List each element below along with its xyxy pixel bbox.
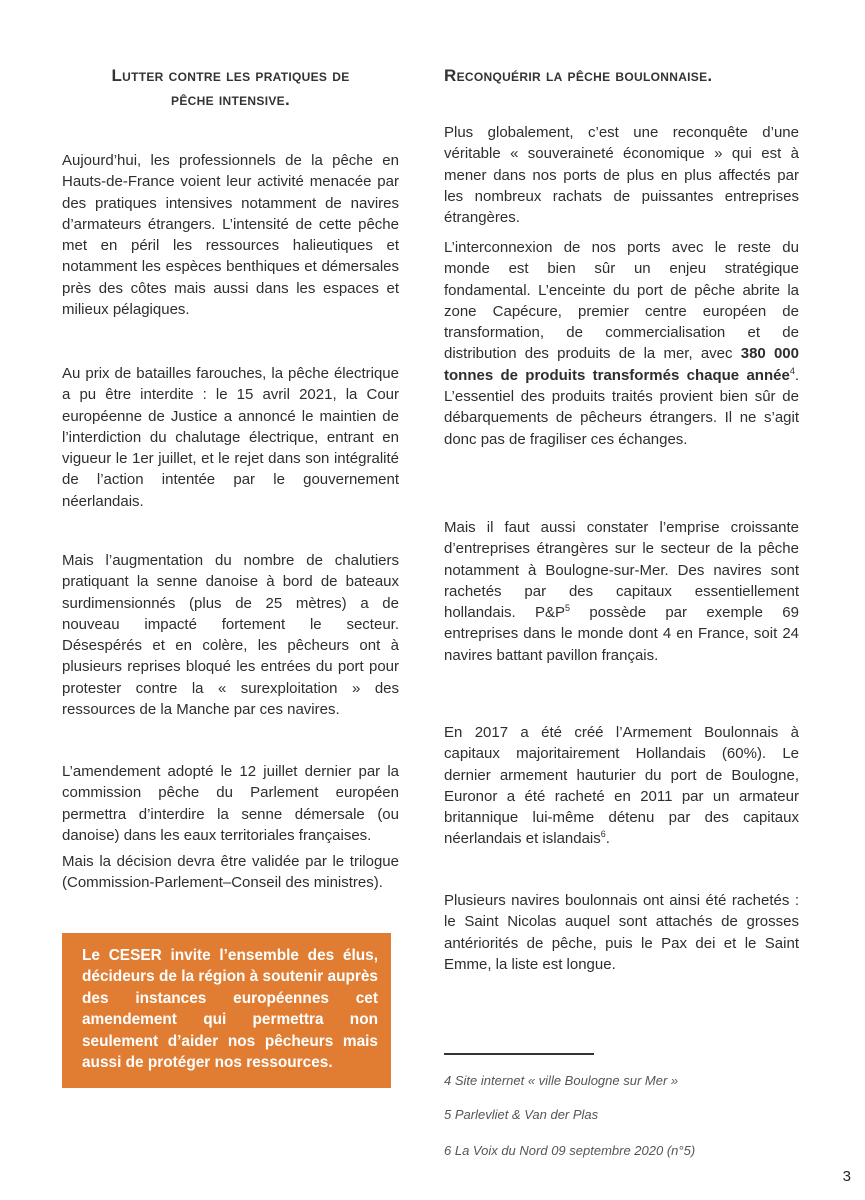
left-section-title: Lutter contre les pratiques de pêche intensive. (111, 66, 350, 109)
right-paragraph-2: L’interconnexion de nos ports avec le reste du monde est bien sûr un enjeu stratégique fondamental. L’enceinte du port de pêche abrite la zone Capécure, premier centre européen de transformation, de commercialisation et de distribution des produits de la mer, avec 380 000 tonnes de produits transformés chaque année$^4$. L’essentiel des produits traités provient bien sûr de débarquements de pêcheurs étrangers. Il ne s’agit donc pas de fragiliser ces échanges. (444, 239, 799, 448)
footnote-5: 5 Parlevliet & Van der Plas (444, 1107, 599, 1122)
left-paragraph-5: Mais la décision devra être validée par le trilogue (Commission-Parlement–Conseil des ministres). (62, 853, 399, 892)
left-paragraph-3: Mais l’augmentation du nombre de chalutiers pratiquant la senne danoise à bord de bateaux surdimensionnés (plus de 25 mètres) a de nouveau impacté fortement le secteur. Désespérés et en colère, les pêcheurs ont à plusieurs reprises bloqué les entrées du port pour protester contre la « surexploitation » des ressources de la Manche par ces navires. (62, 552, 399, 719)
footnote-4: 4 Site internet « ville Boulogne sur Mer » (444, 1073, 679, 1088)
right-section-title: Reconquérir la pêche boulonnaise. (444, 66, 713, 85)
ceser-callout-box (62, 933, 391, 1088)
footnote-ref-5: 5 (565, 603, 571, 614)
callout-text: Le CESER invite l’ensemble des élus, décideurs de la région à soutenir auprès des instances européennes cet amendement qui permettra non seulement d’aider nos pêcheurs mais aussi de protéger nos ressources. (82, 947, 378, 1072)
left-paragraph-1: Aujourd’hui, les professionnels de la pêche en Hauts-de-France voient leur activité menacée par des pratiques intensives notamment de navires d’armateurs étrangers. L’intensité de cette pêche met en péril les ressources halieutiques et notamment les espèces benthiques et démersales près des côtes mais aussi dans les espaces et milieux pélagiques. (62, 152, 399, 319)
production-figure: 380 000 tonnes de produits transformés chaque année (444, 345, 799, 384)
right-paragraph-5: Plusieurs navires boulonnais ont ainsi été rachetés : le Saint Nicolas auquel sont attachés de grosses antériorités de pêche, puis le Pax dei et le Saint Emme, la liste est longue. (444, 892, 799, 973)
footnote-ref-4: 4 (789, 365, 795, 376)
left-paragraph-2: Au prix de batailles farouches, la pêche électrique a pu être interdite : le 15 avril 2021, la Cour européenne de Justice a annoncé le maintien de l’interdiction du chalutage électrique, entrant en vigueur le 1er juillet, et le rejet dans son intégralité de l’action intentée par le gouvernement néerlandais. (62, 365, 399, 510)
footnote-ref-6: 6 (600, 829, 606, 840)
right-paragraph-3: Mais il faut aussi constater l’emprise croissante d’entreprises étrangères sur le secteur de la pêche notamment à Boulogne-sur-Mer. Des navires sont rachetés par des capitaux essentiellement hollandais. $P\&P^5$ possède par exemple 69 entreprises dans le monde dont 4 en France, soit 24 navires battant pavillon français. (444, 519, 799, 664)
right-paragraph-4: En 2017 a été créé l’Armement Boulonnais à capitaux majoritairement Hollandais (60%). Le dernier armement hauturier du port de Boulogne, Euronor a été racheté en 2011 par un armateur britannique lui-même détenu par des capitaux néerlandais et islandais$^6$. (444, 724, 799, 848)
page-number: 3 (842, 1168, 851, 1185)
footnote-6: 6 La Voix du Nord 09 septembre 2020 (n°5) (444, 1143, 696, 1158)
right-paragraph-1: Plus globalement, c’est une reconquête d’une véritable « souveraineté économique » qui est à mener dans nos ports de plus en plus affectés par les nombreux rachats de puissantes entreprises étrangères. (444, 124, 799, 227)
left-paragraph-4: L’amendement adopté le 12 juillet dernier par la commission pêche du Parlement européen permettra d’interdire la senne démersale (ou danoise) dans les eaux territoriales françaises. (62, 763, 399, 844)
footnote-divider (444, 1053, 594, 1055)
